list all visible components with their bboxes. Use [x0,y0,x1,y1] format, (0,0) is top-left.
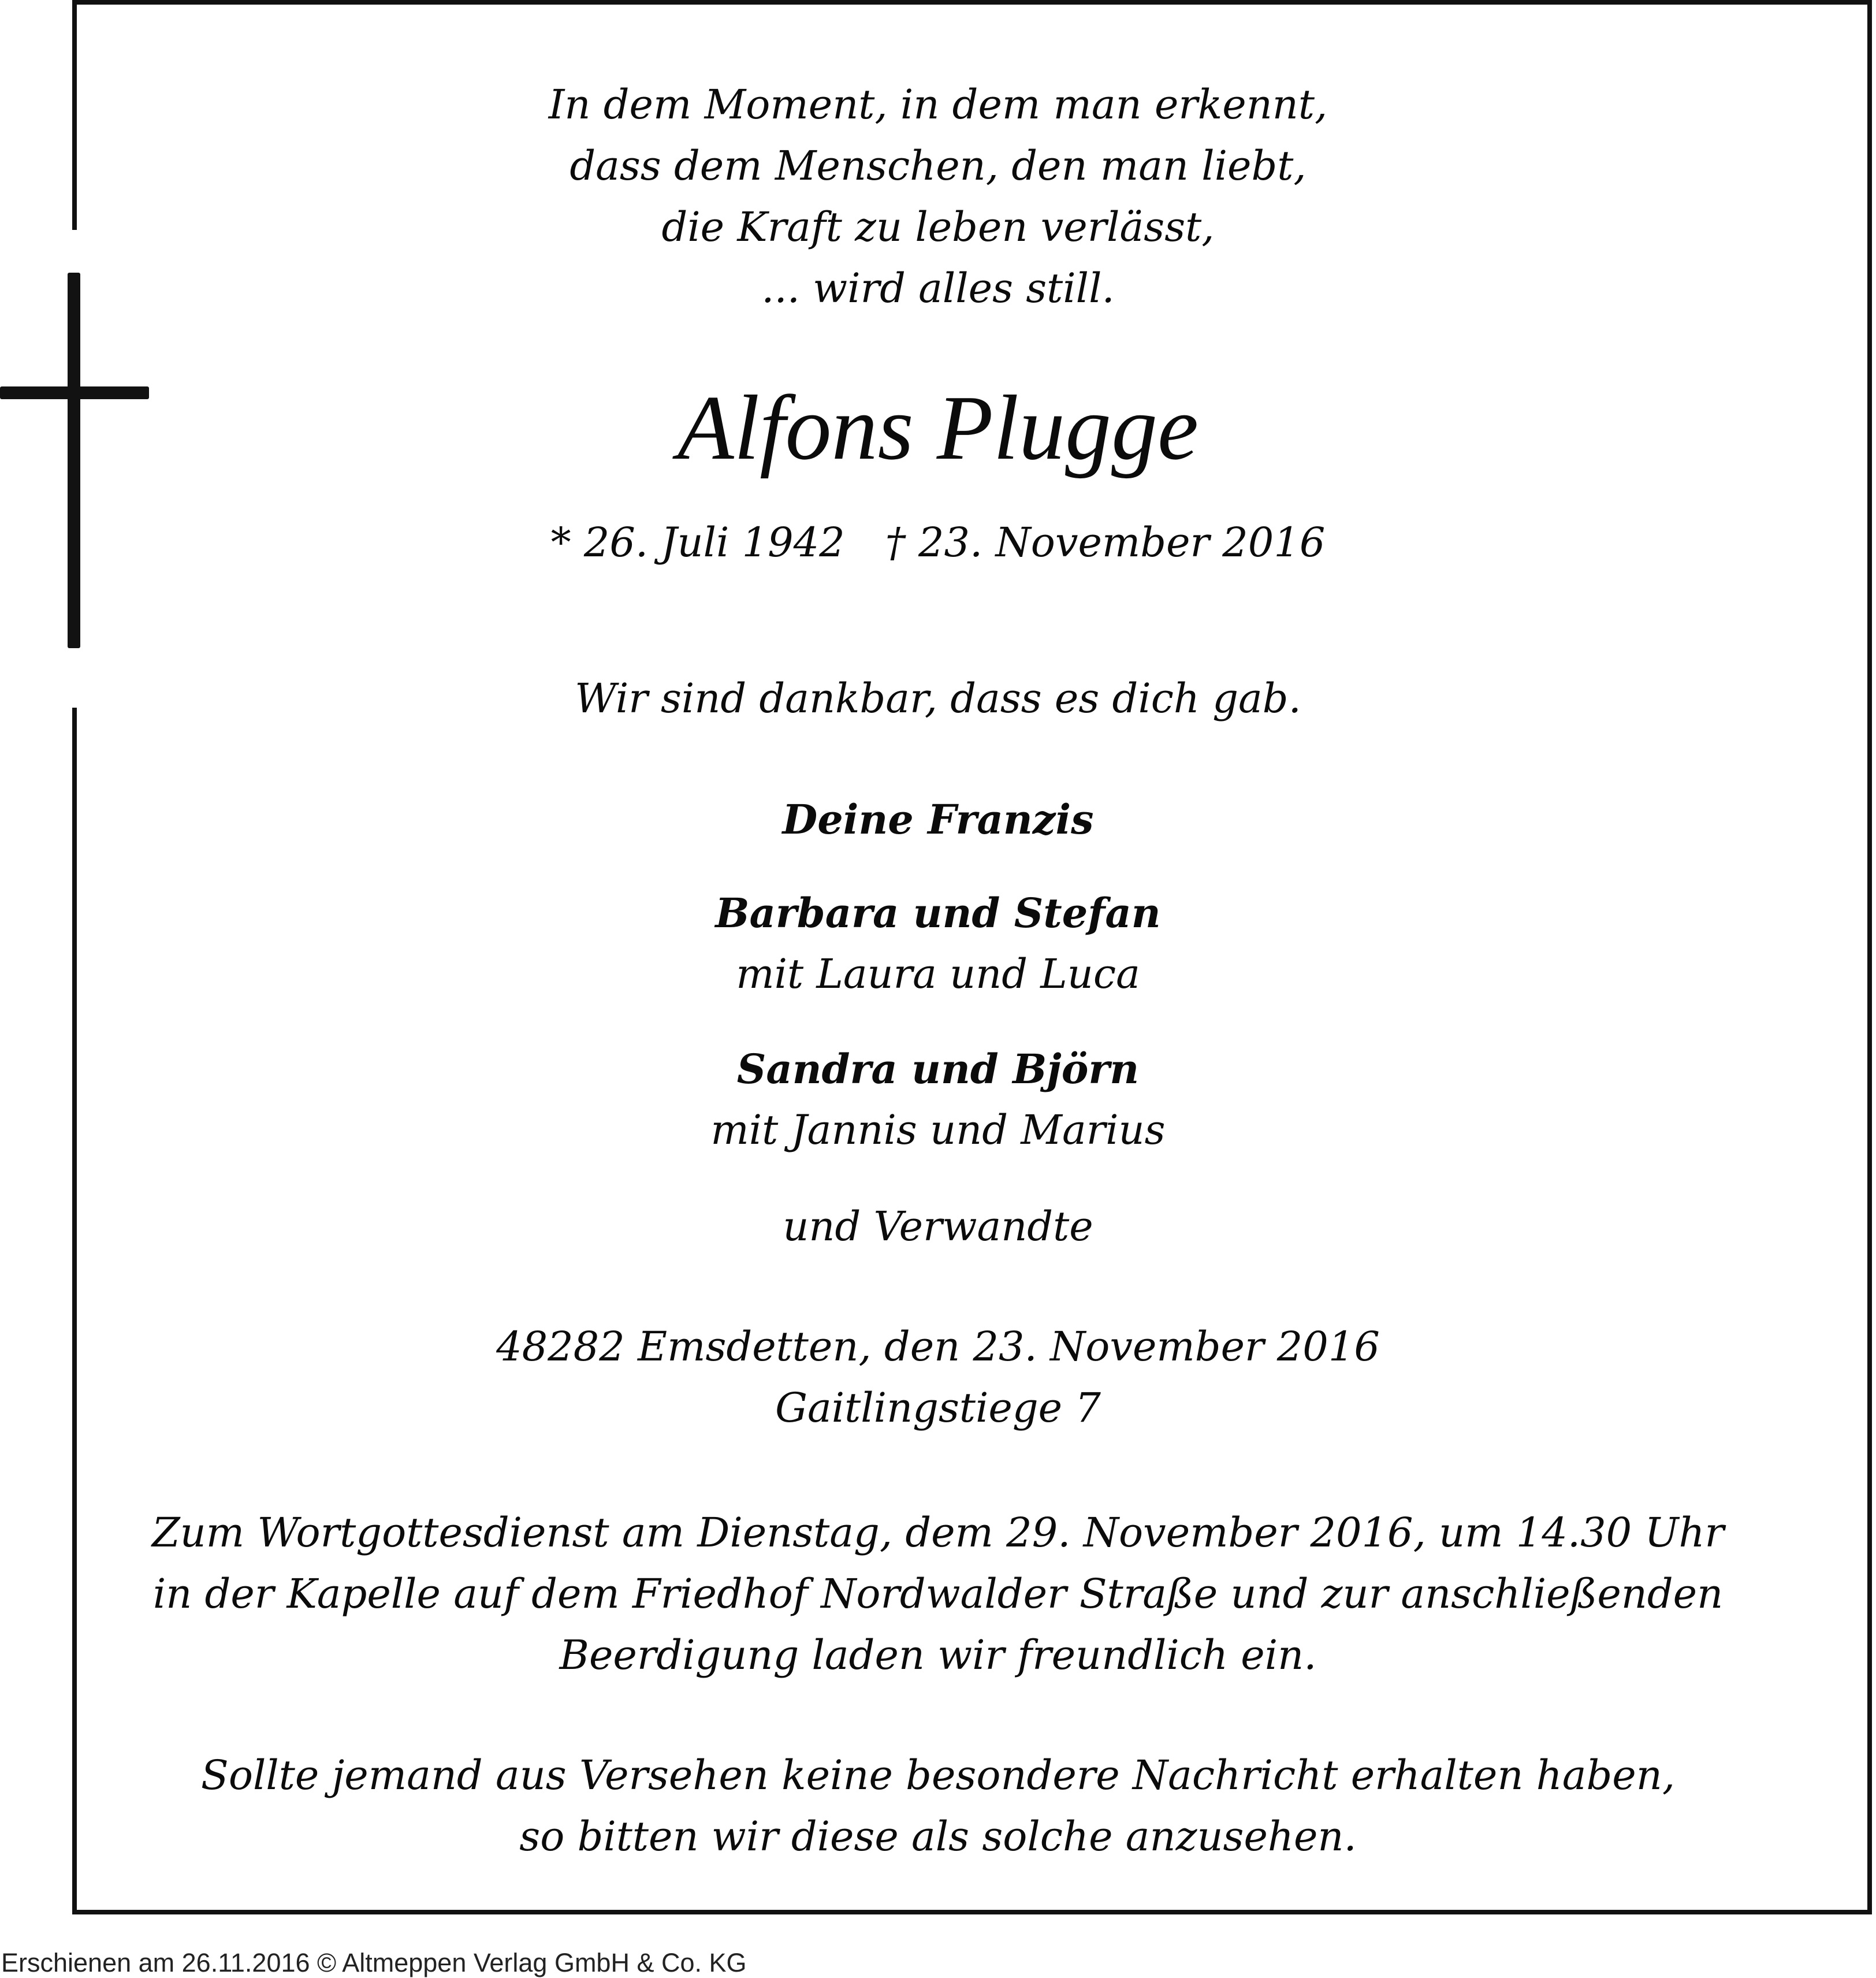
service-line: in der Kapelle auf dem Friedhof Nordwalder Straße und zur anschließenden [152,1570,1724,1618]
mourner-spouse: Deine Franzis [782,795,1094,843]
service-line: Beerdigung laden wir freundlich ein. [559,1631,1317,1679]
service-line: Zum Wortgottesdienst am Dienstag, dem 29. November 2016, um 14.30 Uhr [151,1509,1724,1556]
mourner-children: mit Laura und Luca [736,950,1140,998]
place-date-line: 48282 Emsdetten, den 23. November 2016 [496,1323,1380,1370]
frame-bottom-border [72,1910,1872,1914]
gratitude-line: Wir sind dankbar, dass es dich gab. [575,675,1301,722]
mourner-children: mit Jannis und Marius [710,1106,1166,1154]
notice-line: so bitten wir diese als solche anzusehen. [519,1813,1357,1860]
mourner-family: Sandra und Björn [736,1045,1140,1093]
poem-line: die Kraft zu leben verlässt, [661,203,1215,251]
frame-top-border [72,0,1872,5]
poem-line: In dem Moment, in dem man erkennt, [548,81,1328,128]
street-address: Gaitlingstiege 7 [775,1384,1101,1432]
deceased-name: Alfons Plugge [677,376,1199,479]
death-date: † 23. November 2016 [885,519,1326,566]
mourner-relatives: und Verwandte [783,1203,1093,1250]
publication-footer: Erschienen am 26.11.2016 © Altmeppen Verlag GmbH & Co. KG [1,1948,747,1977]
poem-line: dass dem Menschen, den man liebt, [570,142,1306,189]
mourner-family: Barbara und Stefan [715,889,1161,937]
notice-line: Sollte jemand aus Versehen keine besondere Nachricht erhalten haben, [200,1752,1676,1799]
birth-date: * 26. Juli 1942 [550,519,845,566]
life-dates [0,519,1876,566]
poem-line: ... wird alles still. [761,265,1115,312]
